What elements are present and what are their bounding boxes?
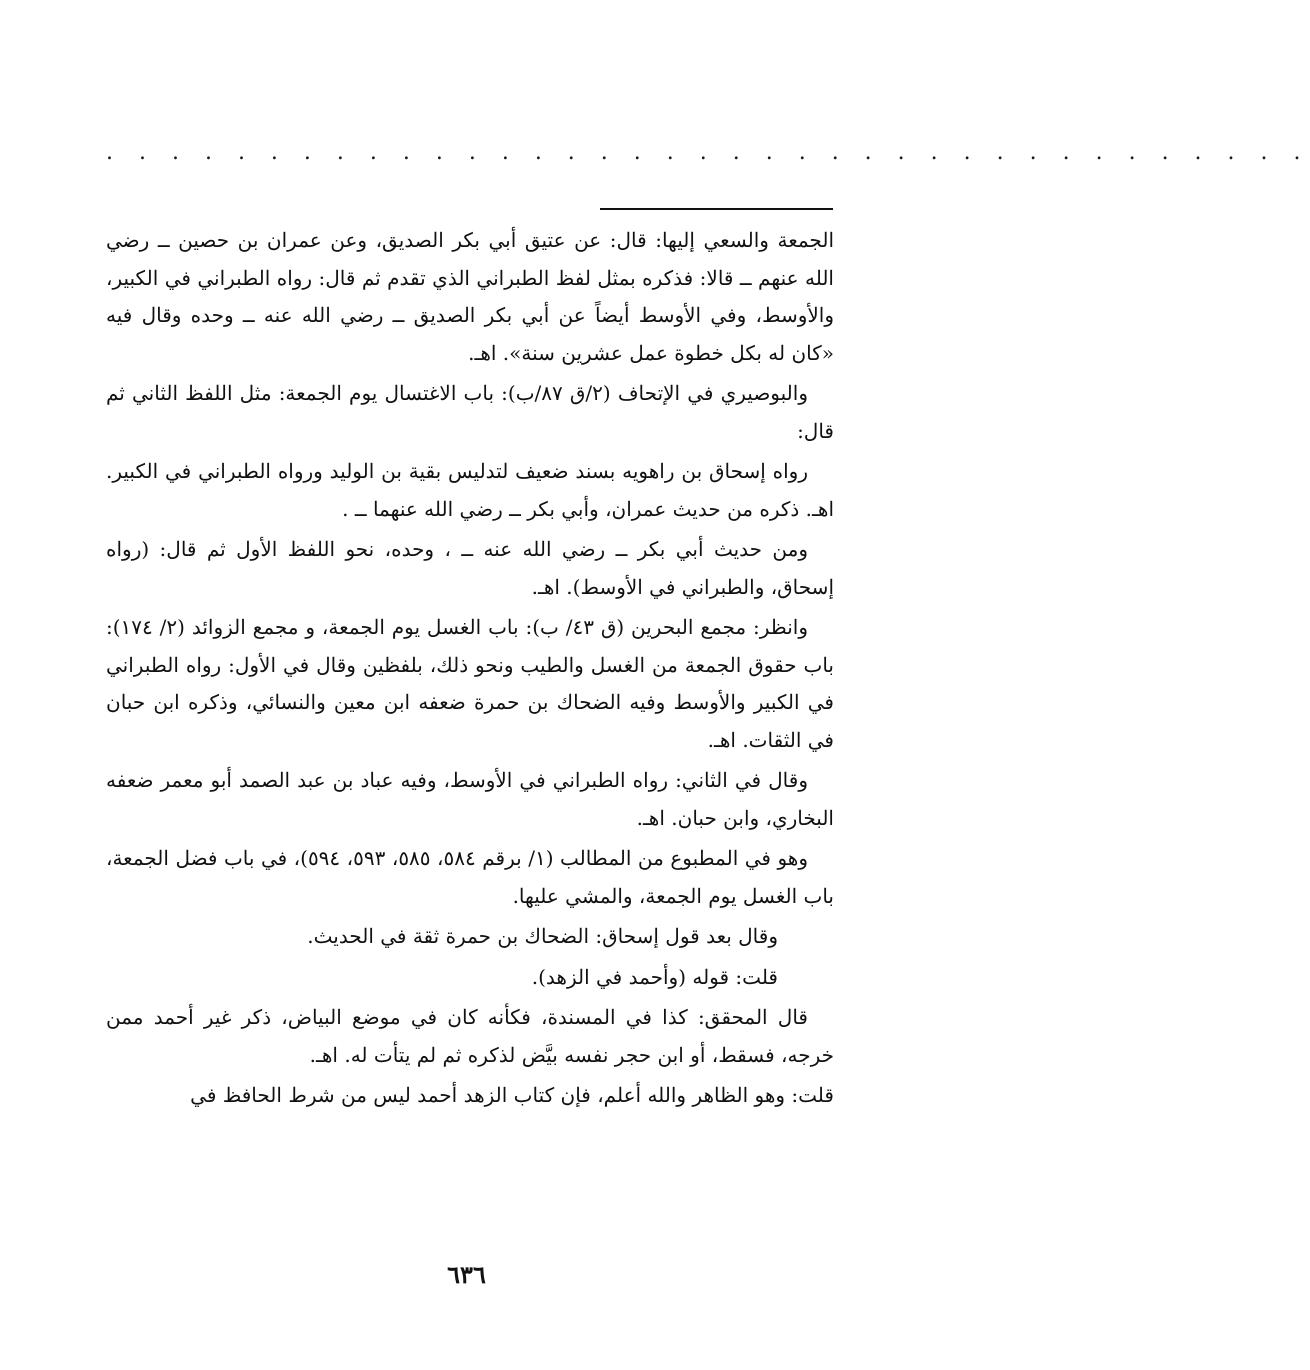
paragraph-2: والبوصيري في الإتحاف (٢/ق ٨٧/ب): باب الاغتسال يوم الجمعة: مثل اللفظ الثاني ثم قال: (106, 381, 834, 443)
paragraph-8: وقال بعد قول إسحاق: الضحاك بن حمرة ثقة في الحديث. (307, 924, 778, 948)
footnote-rule (600, 208, 833, 210)
paragraph-10: قال المحقق: كذا في المسندة، فكأنه كان في موضع البياض، ذكر غير أحمد ممن خرجه، فسقط، أو ابن حجر نفسه بيَّض لذكره ثم لم يتأت له. اهـ. (106, 1005, 834, 1067)
paragraph-9: قلت: قوله (وأحمد في الزهد). (531, 964, 778, 989)
paragraph-4: ومن حديث أبي بكر ــ رضي الله عنه ــ ، وحده، نحو اللفظ الأول ثم قال: (رواه إسحاق، والطبراني في الأوسط). اهـ. (106, 537, 834, 599)
page-number: ٦٣٦ (447, 1260, 486, 1289)
paragraph-11: قلت: وهو الظاهر والله أعلم، فإن كتاب الزهد أحمد ليس من شرط الحافظ في (190, 1083, 834, 1107)
paragraph-3: رواه إسحاق بن راهويه بسند ضعيف لتدليس بقية بن الوليد ورواه الطبراني في الكبير. اهـ. ذكره من حديث عمران، وأبي بكر ــ رضي الله عنهما ــ . (106, 459, 834, 521)
paragraph-7: وهو في المطبوع من المطالب (١/ برقم ٥٨٤، ٥٨٥، ٥٩٣، ٥٩٤)، في باب فضل الجمعة، باب الغسل يوم الجمعة، والمشي عليها. (106, 846, 834, 908)
footnote-text (106, 222, 834, 1118)
paragraph-1: الجمعة والسعي إليها: قال: عن عتيق أبي بكر الصديق، وعن عمران بن حصين ــ رضي الله عنهم ــ قالا: فذكره بمثل لفظ الطبراني الذي تقدم ثم قال: رواه الطبراني في الكبير، والأوسط، وفي الأوسط أيضاً عن أبي بكر الصديق ــ رضي الله عنه ــ وحده وقال فيه «كان له بكل خطوة عمل عشرين سنة». اهـ. (106, 228, 834, 365)
paragraph-6: وقال في الثاني: رواه الطبراني في الأوسط، وفيه عباد بن عبد الصمد أبو معمر ضعفه البخاري، وابن حبان. اهـ. (106, 768, 834, 830)
paragraph-5: وانظر: مجمع البحرين (ق ٤٣/ ب): باب الغسل يوم الجمعة، و مجمع الزوائد (٢/ ١٧٤): باب حقوق الجمعة من الغسل والطيب ونحو ذلك، بلفظين وقال في الأول: رواه الطبراني في الكبير والأوسط وفيه الضحاك بن حمرة ضعفه ابن معين والنسائي، وذكره ابن حبان في الثقات. اهـ. (106, 615, 834, 752)
dotted-separator: . . . . . . . . . . . . . . . . . . . . . . . . . . . . . . . . . . . . . (106, 140, 1310, 165)
